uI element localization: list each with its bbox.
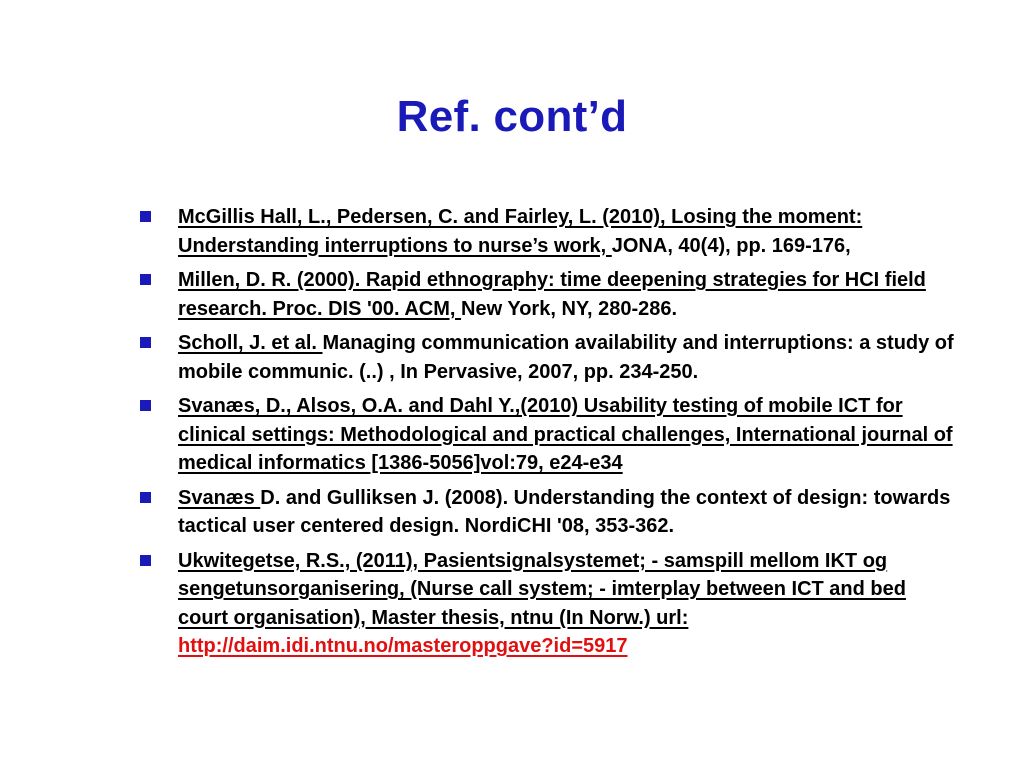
reference-text: New York, NY, 280-286. <box>461 297 678 320</box>
reference-text: JONA, 40(4), pp. 169-176, <box>611 234 851 257</box>
reference-underlined-text: Ukwitegetse, R.S., (2011), Pasientsignalsystemet; - samspill mellom IKT og sengetunsorganisering, (Nurse call system; - imterplay between ICT and bed court organisation), Master thesis, ntnu (In Norw.) url: <box>178 549 906 629</box>
reference-item <box>140 329 960 386</box>
reference-text: Managing communication availability and interruptions: a study of mobile communic. (..) , In Pervasive, 2007, pp. 234-250. <box>178 332 954 383</box>
square-bullet-icon <box>140 211 151 222</box>
reference-underlined-text: Svanæs <box>178 486 261 509</box>
reference-item <box>140 484 960 541</box>
reference-item <box>140 547 960 661</box>
square-bullet-icon <box>140 274 151 285</box>
reference-underlined-text: Svanæs, D., Alsos, O.A. and Dahl Y.,(2010) Usability testing of mobile ICT for clinical settings: Methodological and practical challenges, International journal of medical informatics [1386-5056]vol:79, e24-e34 <box>178 395 953 474</box>
reference-item <box>140 392 960 478</box>
square-bullet-icon <box>140 555 151 566</box>
slide-title: Ref. cont’d <box>396 92 628 141</box>
reference-text: D. and Gulliksen J. (2008). Understanding the context of design: towards tactical user centered design. NordiCHI '08, 353-362. <box>178 486 951 537</box>
square-bullet-icon <box>140 400 151 411</box>
thesis-url-link[interactable]: http://daim.idi.ntnu.no/masteroppgave?id=5917 <box>178 635 628 657</box>
square-bullet-icon <box>140 492 151 503</box>
reference-underlined-text: Scholl, J. et al. <box>178 332 323 354</box>
reference-list <box>140 203 960 667</box>
reference-underlined-text: McGillis Hall, L., Pedersen, C. and Fairley, L. (2010), Losing the moment: Understanding interruptions to nurse’s work, <box>178 206 863 257</box>
reference-underlined-text: Millen, D. R. (2000). Rapid ethnography: time deepening strategies for HCI field research. Proc. DIS '00. ACM, <box>178 269 926 320</box>
reference-item <box>140 266 960 323</box>
square-bullet-icon <box>140 337 151 348</box>
reference-item <box>140 203 960 260</box>
